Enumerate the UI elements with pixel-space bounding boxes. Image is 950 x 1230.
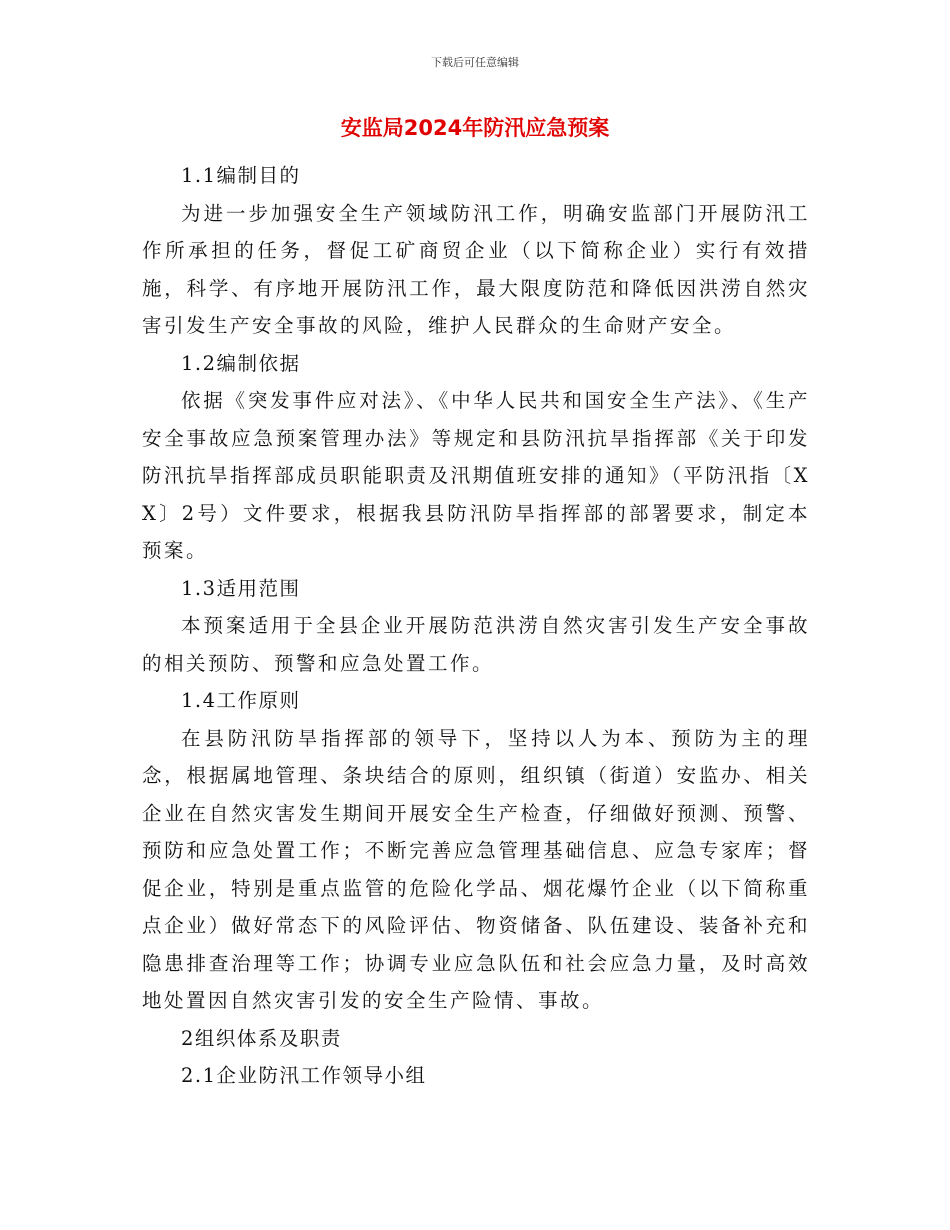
section-heading-1-2: 1.2编制依据 [181,351,301,375]
section-heading-2-1: 2.1企业防汛工作领导小组 [181,1064,427,1087]
paragraph-basis: 依据《突发事件应对法》、《中华人民共和国安全生产法》、《生产安全事故应急预案管理办法》等规定和县防汛抗旱指挥部《关于印发防汛抗旱指挥部成员职能职责及汛期值班安排的通知》（平防汛指〔XX〕2号）文件要求，根据我县防汛防旱指挥部的部署要求，制定本预案。 [142,389,810,562]
paragraph-principles: 在县防汛防旱指挥部的领导下，坚持以人为本、预防为主的理念，根据属地管理、条块结合的原则，组织镇（街道）安监办、相关企业在自然灾害发生期间开展安全生产检查，仔细做好预测、预警、预防和应急处置工作；不断完善应急管理基础信息、应急专家库；督促企业，特别是重点监管的危险化学品、烟花爆竹企业（以下简称重点企业）做好常态下的风险评估、物资储备、队伍建设、装备补充和隐患排查治理等工作；协调专业应急队伍和社会应急力量，及时高效地处置因自然灾害引发的安全生产险情、事故。 [142,726,810,1012]
section-heading-1-1: 1.1编制目的 [181,164,301,187]
paragraph-purpose: 为进一步加强安全生产领域防汛工作，明确安监部门开展防汛工作所承担的任务，督促工矿商贸企业（以下简称企业）实行有效措施，科学、有序地开展防汛工作，最大限度防范和降低因洪涝自然灾害引发生产安全事故的风险，维护人民群众的生命财产安全。 [142,201,810,337]
document-body [142,157,810,1095]
section-heading-1-4: 1.4工作原则 [181,689,301,712]
paragraph-scope: 本预案适用于全县企业开展防范洪涝自然灾害引发生产安全事故的相关预防、预警和应急处置工作。 [142,614,810,675]
header-note: 下载后可任意编辑 [431,56,519,69]
section-heading-2: 2组织体系及职责 [181,1026,342,1050]
section-heading-1-3: 1.3适用范围 [181,576,301,600]
document-title: 安监局2024年防汛应急预案 [340,116,610,140]
